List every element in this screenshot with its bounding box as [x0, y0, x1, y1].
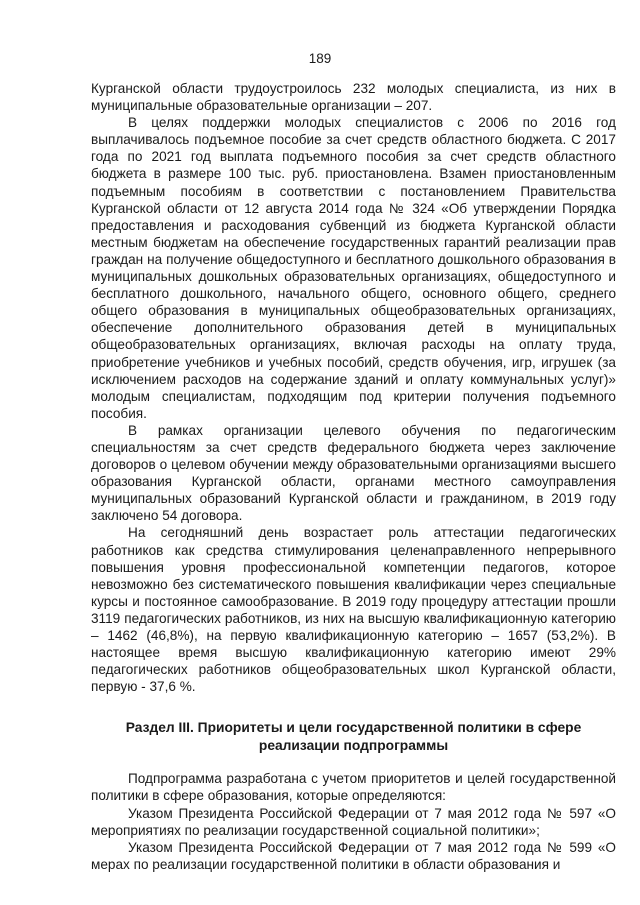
page-number: 189 [308, 51, 332, 66]
paragraph-7: Указом Президента Российской Федерации от 7 мая 2012 года № 599 «О мерах по реализации государственной политики в области образования и [91, 839, 616, 872]
document-body [91, 80, 616, 873]
section-heading: Раздел III. Приоритеты и цели государственной политики в сфере реализации подпрограммы [125, 720, 582, 753]
paragraph-2: В целях поддержки молодых специалистов с 2006 по 2016 год выплачивалось подъемное пособие за счет средств областного бюджета. С 2017 года по 2021 год выплата подъемного пособия за счет средств областного бюджета в размере 100 тыс. руб. приостановлена. Взамен приостановленным подъемным пособиям в соответствии с постановлением Правительства Курганской области от 12 августа 2014 года № 324 «Об утверждении Порядка предоставления и расходования субвенций из бюджета Курганской области местным бюджетам на обеспечение государственных гарантий реализации прав граждан на получение общедоступного и бесплатного дошкольного образования в муниципальных дошкольных образовательных организациях, общедоступного и бесплатного дошкольного, начального общего, основного общего, среднего общего образования в муниципальных общеобразовательных организациях, обеспечение дополнительного образования детей в муниципальных общеобразовательных организациях, включая расходы на оплату труда, приобретение учебников и учебных пособий, средств обучения, игр, игрушек (за исключением расходов на содержание зданий и оплату коммунальных услуг)» молодым специалистам, подходящим под критерии получения подъемного пособия. [91, 115, 616, 421]
paragraph-4: На сегодняшний день возрастает роль аттестации педагогических работников как средства стимулирования целенаправленного непрерывного повышения уровня профессиональной компетенции педагогов, которое невозможно без систематического повышения квалификации через специальные курсы и постоянное самообразование. В 2019 году процедуру аттестации прошли 3119 педагогических работников, из них на высшую квалификационную категорию – 1462 (46,8%), на первую квалификационную категорию – 1657 (53,2%). В настоящее время высшую квалификационную категорию имеют 29% педагогических работников общеобразовательных школ Курганской области, первую - 37,6 %. [91, 525, 616, 695]
paragraph-5: Подпрограмма разработана с учетом приоритетов и целей государственной политики в сфере образования, которые определяются: [91, 771, 616, 804]
paragraph-3: В рамках организации целевого обучения по педагогическим специальностям за счет средств федерального бюджета через заключение договоров о целевом обучении между образовательными организациями высшего образования Курганской области, органами местного самоуправления муниципальных образований Курганской области и гражданином, в 2019 году заключено 54 договора. [91, 422, 616, 524]
paragraph-1: Курганской области трудоустроилось 232 молодых специалиста, из них в муниципальные образовательные организации – 207. [91, 81, 616, 114]
paragraph-6: Указом Президента Российской Федерации от 7 мая 2012 года № 597 «О мероприятиях по реализации государственной социальной политики»; [91, 805, 616, 838]
